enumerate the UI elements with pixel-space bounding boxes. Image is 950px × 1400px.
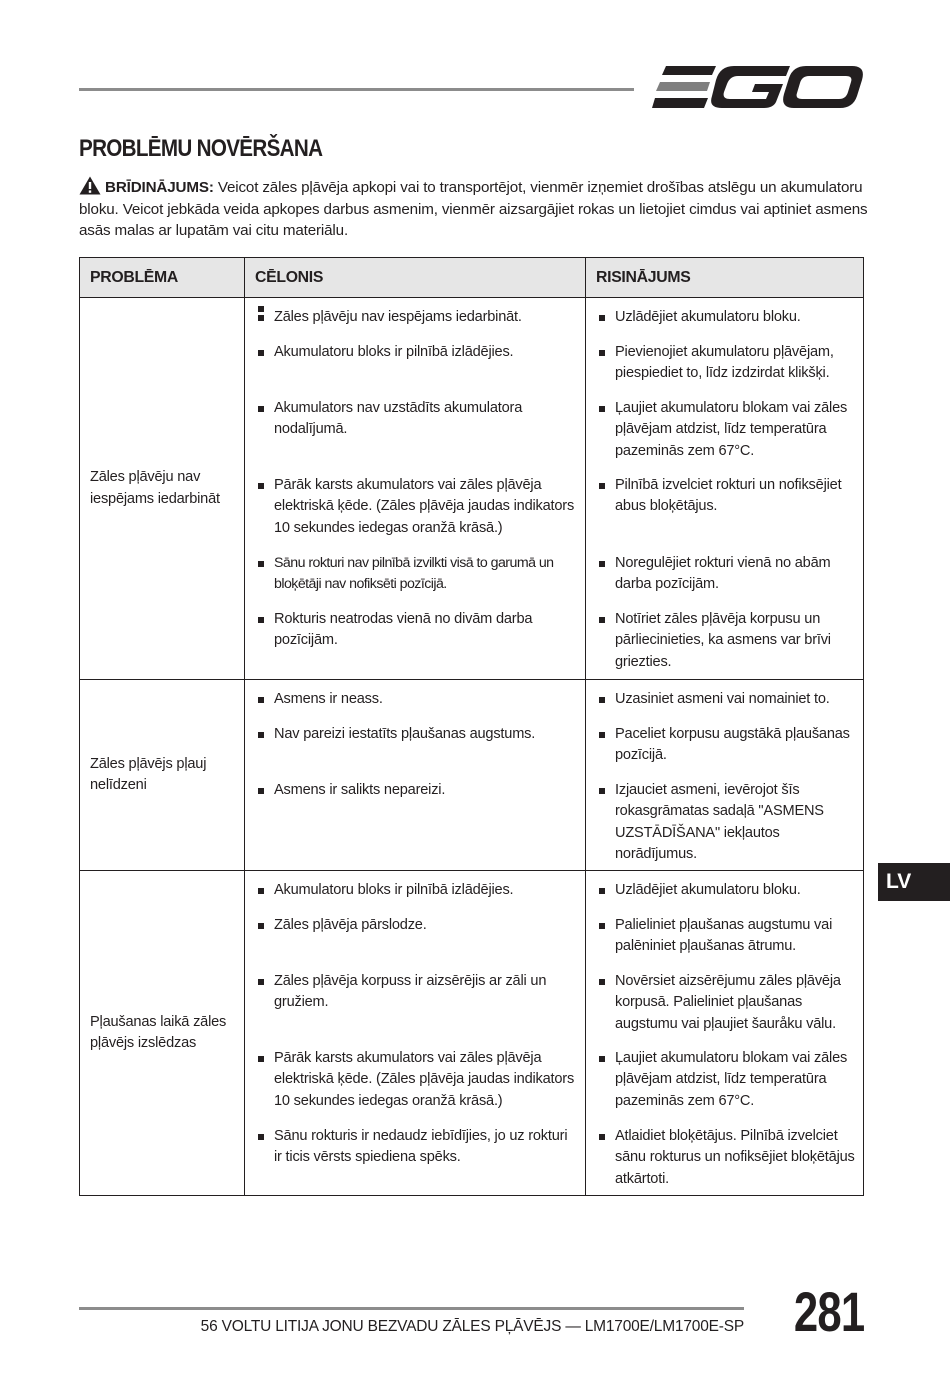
page-number: 281 <box>793 1280 864 1343</box>
solution-item: Ļaujiet akumulatoru blokam vai zāles pļāvējam atdzist, līdz temperatūra pazeminās zem 67°C. <box>586 398 863 462</box>
header-problem: PROBLĒMA <box>80 258 245 298</box>
footer-rule <box>79 1307 744 1310</box>
page-title: PROBLĒMU NOVĒRŠANA <box>79 135 323 162</box>
ego-logo <box>652 62 864 114</box>
solution-item: Pievienojiet akumulatoru pļāvējam, piespiediet to, līdz izdzirdat klikšķi. <box>586 342 863 385</box>
cause-cell <box>245 298 586 680</box>
warning-label: BRĪDINĀJUMS: <box>105 179 214 196</box>
solution-item: Noregulējiet rokturi vienā no abām darba pozīcijām. <box>586 553 863 596</box>
cause-item: Sānu rokturi nav pilnībā izvilkti visā to garumā un bloķētāji nav nofiksēti pozīcijā. <box>245 553 585 596</box>
cause-item: Zāles pļāvēja pārslodze. <box>245 915 585 936</box>
solution-item: Paceliet korpusu augstākā pļaušanas pozīcijā. <box>586 724 863 767</box>
table-row <box>80 871 864 1196</box>
solution-item: Pilnībā izvelciet rokturi un nofiksējiet abus bloķētājus. <box>586 475 863 518</box>
cause-item: Akumulatoru bloks ir pilnībā izlādējies. <box>245 880 585 901</box>
warning-block <box>79 176 869 242</box>
cause-item: Asmens ir salikts nepareizi. <box>245 780 585 801</box>
cause-item: Asmens ir neass. <box>245 689 585 710</box>
solution-item: Ļaujiet akumulatoru blokam vai zāles pļāvējam atdzist, līdz temperatūra pazeminās zem 67°C. <box>586 1048 863 1112</box>
header-rule <box>79 88 634 91</box>
cause-item: Zāles pļāvēju nav iespējams iedarbināt. <box>245 307 585 328</box>
solution-item: Izjauciet asmeni, ievērojot šīs rokasgrāmatas sadaļā "ASMENS UZSTĀDĪŠANA" iekļautos norādījumus. <box>586 780 863 865</box>
problem-cell: Zāles pļāvējs pļauj nelīdzeni <box>80 680 245 871</box>
solution-item: Palieliniet pļaušanas augstumu vai palēniniet pļaušanas ātrumu. <box>586 915 863 958</box>
cause-cell <box>245 680 586 871</box>
cause-item: Pārāk karsts akumulators vai zāles pļāvēja elektriskā ķēde. (Zāles pļāvēja jaudas indikators 10 sekundes iedegas oranžā krāsā.) <box>245 1048 585 1112</box>
problem-cell: Pļaušanas laikā zāles pļāvējs izslēdzas <box>80 871 245 1196</box>
problem-cell: Zāles pļāvēju nav iespējams iedarbināt <box>80 298 245 680</box>
solution-item: Uzasiniet asmeni vai nomainiet to. <box>586 689 863 710</box>
solution-cell <box>586 871 864 1196</box>
solution-cell <box>586 680 864 871</box>
language-tab: LV <box>878 863 950 901</box>
solution-item: Novērsiet aizsērējumu zāles pļāvēja korpusā. Palieliniet pļaušanas augstumu vai pļaujiet šauråku vālu. <box>586 971 863 1035</box>
header-cause: CĒLONIS <box>245 258 586 298</box>
cause-item: Rokturis neatrodas vienā no divām darba pozīcijām. <box>245 609 585 652</box>
cause-cell <box>245 871 586 1196</box>
cause-item: Akumulatoru bloks ir pilnībā izlādējies. <box>245 342 585 363</box>
cause-item: Nav pareizi iestatīts pļaušanas augstums. <box>245 724 585 745</box>
solution-item: Notīriet zāles pļāvēja korpusu un pārliecinieties, ka asmens var brīvi griezties. <box>586 609 863 673</box>
header-solution: RISINĀJUMS <box>586 258 864 298</box>
table-row <box>80 680 864 871</box>
table-row <box>80 298 864 680</box>
solution-item: Uzlādējiet akumulatoru bloku. <box>586 880 863 901</box>
warning-text: Veicot zāles pļāvēja apkopi vai to transportējot, vienmēr izņemiet drošības atslēgu un akumulatoru bloku. Veicot jebkāda veida apkopes darbus asmenim, vienmēr aizsargājiet rokas un lietojiet cimdus vai aptiniet asmens asās malas ar lupatām vai citu materiālu. <box>79 179 868 239</box>
table-header-row <box>80 258 864 298</box>
solution-cell <box>586 298 864 680</box>
footer-text: 56 VOLTU LITIJA JONU BEZVADU ZĀLES PĻĀVĒJS — LM1700E/LM1700E-SP <box>200 1318 744 1335</box>
warning-triangle-icon <box>79 176 101 195</box>
cause-item: Sānu rokturis ir nedaudz iebīdījies, jo uz rokturi ir ticis vērsts spiediena spēks. <box>245 1126 585 1169</box>
cause-item: Zāles pļāvēja korpuss ir aizsērējis ar zāli un gružiem. <box>245 971 585 1014</box>
solution-item: Atlaidiet bloķētājus. Pilnībā izvelciet sānu rokturus un nofiksējiet bloķētājus atkārtoti. <box>586 1126 863 1190</box>
solution-item: Uzlādējiet akumulatoru bloku. <box>586 307 863 328</box>
cause-item: Akumulators nav uzstādīts akumulatora nodalījumā. <box>245 398 585 441</box>
troubleshooting-table <box>79 257 864 1196</box>
cause-item: Pārāk karsts akumulators vai zāles pļāvēja elektriskā ķēde. (Zāles pļāvēja jaudas indikators 10 sekundes iedegas oranžā krāsā.) <box>245 475 585 539</box>
